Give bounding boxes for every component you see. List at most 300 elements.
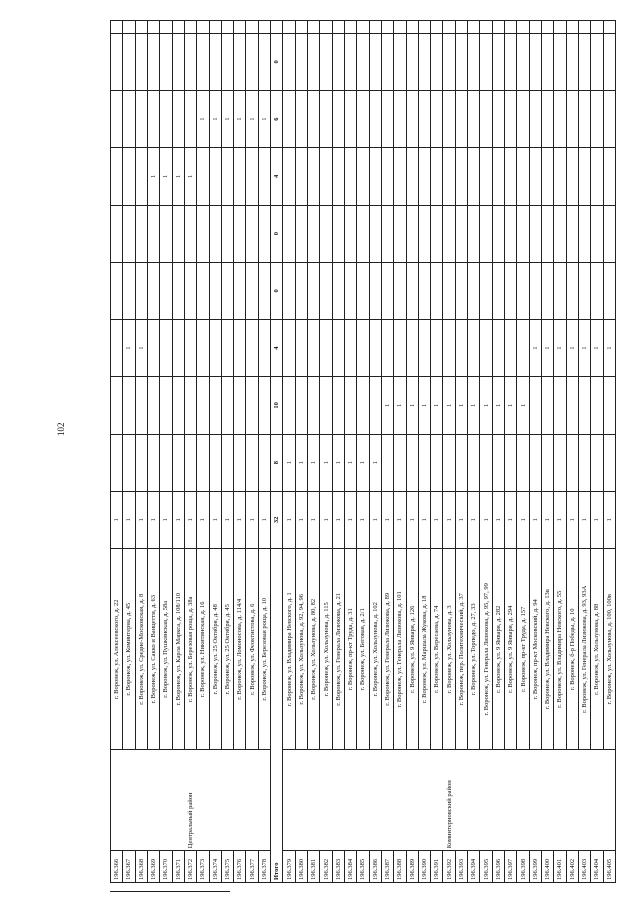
value-cell: 1 [111, 491, 123, 548]
value-cell: 1 [344, 434, 356, 491]
value-cell [308, 262, 320, 319]
value-cell [160, 434, 172, 491]
value-cell [308, 205, 320, 262]
value-cell [394, 205, 406, 262]
value-cell: 1 [172, 491, 184, 548]
value-cell [357, 91, 369, 148]
value-cell [566, 91, 578, 148]
address-cell: г. Воронеж, ул. Торпедо, д. 27, 33 [468, 549, 480, 750]
value-cell [357, 320, 369, 377]
value-cell [197, 148, 209, 205]
value-cell [418, 262, 430, 319]
value-cell [517, 320, 529, 377]
value-cell [480, 33, 492, 90]
total-cell: 0 [271, 33, 283, 90]
value-cell [480, 91, 492, 148]
value-cell [431, 434, 443, 491]
value-cell [332, 21, 344, 34]
address-cell: г. Воронеж, ул. Владимира Невского, д. 1 [283, 549, 295, 750]
value-cell [258, 205, 270, 262]
value-cell [591, 91, 603, 148]
value-cell: 1 [147, 148, 159, 205]
value-cell [529, 148, 541, 205]
value-cell [344, 148, 356, 205]
value-cell [591, 434, 603, 491]
value-cell [246, 262, 258, 319]
district-name: Коминтерновский район [283, 750, 616, 851]
value-cell [197, 205, 209, 262]
value-cell: 1 [381, 377, 393, 434]
value-cell [135, 205, 147, 262]
value-cell: 1 [246, 491, 258, 548]
value-cell [320, 205, 332, 262]
value-cell [209, 33, 221, 90]
value-cell [295, 33, 307, 90]
value-cell: 1 [160, 148, 172, 205]
address-cell: г. Воронеж, ул. 9 Января, д. 282 [492, 549, 504, 750]
value-cell [283, 91, 295, 148]
value-cell [381, 320, 393, 377]
address-cell: г. Воронеж, ул. Ломоносова, д. 114/4 [234, 549, 246, 750]
value-cell [197, 33, 209, 90]
total-cell: 32 [271, 491, 283, 548]
value-cell [246, 320, 258, 377]
value-cell [147, 377, 159, 434]
value-cell: 1 [492, 377, 504, 434]
value-cell [357, 205, 369, 262]
value-cell [283, 33, 295, 90]
value-cell [468, 33, 480, 90]
value-cell [209, 377, 221, 434]
value-cell [308, 148, 320, 205]
value-cell [517, 262, 529, 319]
value-cell [369, 21, 381, 34]
total-cell: 0 [271, 262, 283, 319]
value-cell [505, 262, 517, 319]
value-cell [369, 148, 381, 205]
value-cell [578, 262, 590, 319]
value-cell [455, 434, 467, 491]
value-cell [394, 434, 406, 491]
value-cell [443, 91, 455, 148]
value-cell: 1 [221, 491, 233, 548]
value-cell [234, 148, 246, 205]
value-cell [394, 33, 406, 90]
value-cell [505, 205, 517, 262]
value-cell [295, 91, 307, 148]
value-cell: 1 [172, 148, 184, 205]
value-cell: 1 [369, 491, 381, 548]
value-cell: 1 [455, 377, 467, 434]
value-cell: 1 [455, 491, 467, 548]
row-id: 196.370 [160, 851, 172, 883]
value-cell: 1 [578, 491, 590, 548]
row-id: 196.397 [505, 851, 517, 883]
table-row [283, 21, 295, 883]
row-id: 196.384 [344, 851, 356, 883]
value-cell [135, 377, 147, 434]
value-cell [578, 148, 590, 205]
value-cell: 1 [480, 377, 492, 434]
value-cell [468, 148, 480, 205]
value-cell [246, 21, 258, 34]
value-cell [283, 320, 295, 377]
row-id: 196.372 [184, 851, 196, 883]
value-cell [492, 148, 504, 205]
value-cell [406, 33, 418, 90]
value-cell: 1 [394, 491, 406, 548]
value-cell [541, 91, 553, 148]
value-cell [172, 205, 184, 262]
value-cell [258, 377, 270, 434]
value-cell [492, 91, 504, 148]
value-cell [418, 21, 430, 34]
address-cell: г. Воронеж, ул. 25 Октября, д. 45 [221, 549, 233, 750]
value-cell [381, 434, 393, 491]
value-cell: 1 [406, 377, 418, 434]
value-cell [234, 434, 246, 491]
value-cell [369, 262, 381, 319]
value-cell [455, 21, 467, 34]
value-cell [246, 148, 258, 205]
value-cell [455, 205, 467, 262]
value-cell [197, 320, 209, 377]
value-cell: 1 [308, 491, 320, 548]
value-cell [418, 320, 430, 377]
row-id: 196.386 [369, 851, 381, 883]
row-id: 196.399 [529, 851, 541, 883]
value-cell [357, 377, 369, 434]
value-cell [147, 262, 159, 319]
value-cell [578, 205, 590, 262]
value-cell [123, 262, 135, 319]
value-cell [455, 91, 467, 148]
address-cell: г. Воронеж, ул. Березовая роща, д. 10 [258, 549, 270, 750]
row-id: 196.392 [443, 851, 455, 883]
value-cell [505, 21, 517, 34]
value-cell [578, 33, 590, 90]
address-cell: г. Воронеж, ул. Хользунова, д. 92, 94, 96 [295, 549, 307, 750]
value-cell [357, 21, 369, 34]
value-cell: 1 [480, 491, 492, 548]
value-cell [541, 33, 553, 90]
address-cell: г. Воронеж, ул. Средне-Московская, д. 8 [135, 549, 147, 750]
value-cell [505, 434, 517, 491]
value-cell [147, 21, 159, 34]
value-cell [111, 33, 123, 90]
value-cell [517, 91, 529, 148]
value-cell [221, 21, 233, 34]
value-cell [283, 262, 295, 319]
value-cell [197, 434, 209, 491]
value-cell [529, 262, 541, 319]
address-cell: г. Воронеж, пр-кт Труда, д. 31 [344, 549, 356, 750]
total-cell [271, 21, 283, 34]
table-body-central [111, 21, 271, 883]
value-cell [578, 377, 590, 434]
row-id: 196.393 [455, 851, 467, 883]
row-id: 196.377 [246, 851, 258, 883]
value-cell: 1 [591, 320, 603, 377]
value-cell [135, 434, 147, 491]
value-cell [603, 148, 615, 205]
value-cell: 1 [283, 491, 295, 548]
row-id: 196.385 [357, 851, 369, 883]
value-cell [295, 262, 307, 319]
value-cell [566, 148, 578, 205]
value-cell: 1 [505, 377, 517, 434]
address-cell: г. Воронеж, ул. Сакко и Ванцетти, д. 63 [147, 549, 159, 750]
value-cell [554, 148, 566, 205]
value-cell: 1 [369, 434, 381, 491]
value-cell [160, 91, 172, 148]
value-cell: 1 [197, 491, 209, 548]
row-id: 196.368 [135, 851, 147, 883]
value-cell [160, 205, 172, 262]
value-cell: 1 [332, 434, 344, 491]
row-id: 196.395 [480, 851, 492, 883]
value-cell: 1 [295, 434, 307, 491]
value-cell [443, 148, 455, 205]
value-cell [578, 434, 590, 491]
value-cell [135, 262, 147, 319]
value-cell [468, 320, 480, 377]
page-number: 102 [56, 422, 66, 436]
value-cell: 1 [541, 320, 553, 377]
value-cell [357, 148, 369, 205]
value-cell: 1 [431, 377, 443, 434]
total-cell: 6 [271, 91, 283, 148]
value-cell [221, 33, 233, 90]
value-cell [295, 320, 307, 377]
value-cell [184, 377, 196, 434]
value-cell [443, 205, 455, 262]
total-cell: 10 [271, 377, 283, 434]
value-cell [455, 320, 467, 377]
value-cell [135, 21, 147, 34]
value-cell [418, 33, 430, 90]
address-cell: г. Воронеж, ул. Коминтерна, д. 45 [123, 549, 135, 750]
value-cell [480, 320, 492, 377]
address-cell: г. Воронеж, ул. Хользунова, д. 102 [369, 549, 381, 750]
value-cell [603, 91, 615, 148]
address-cell: г. Воронеж, ул. Пушкинская, д. 58а [160, 549, 172, 750]
address-cell: г. Воронеж, ул. 9 Января, д. 126 [406, 549, 418, 750]
value-cell [221, 205, 233, 262]
value-cell [283, 377, 295, 434]
value-cell [234, 320, 246, 377]
value-cell [246, 205, 258, 262]
value-cell [554, 21, 566, 34]
value-cell [480, 434, 492, 491]
value-cell [603, 21, 615, 34]
value-cell [554, 262, 566, 319]
total-cell: 4 [271, 148, 283, 205]
value-cell [295, 21, 307, 34]
value-cell [369, 320, 381, 377]
total-cell: 0 [271, 205, 283, 262]
value-cell [505, 320, 517, 377]
value-cell [443, 262, 455, 319]
value-cell [332, 91, 344, 148]
value-cell [258, 21, 270, 34]
value-cell [381, 33, 393, 90]
address-cell: г. Воронеж, ул. 9 Января, д. 294 [505, 549, 517, 750]
value-cell: 1 [566, 320, 578, 377]
value-cell [517, 205, 529, 262]
value-cell [332, 33, 344, 90]
value-cell: 1 [443, 377, 455, 434]
value-cell [455, 148, 467, 205]
value-cell [406, 205, 418, 262]
value-cell [431, 33, 443, 90]
value-cell [320, 148, 332, 205]
address-cell: г. Воронеж, ул. Генерала Лизюкова, д. 21 [332, 549, 344, 750]
value-cell [320, 21, 332, 34]
value-cell [172, 33, 184, 90]
value-cell: 1 [517, 377, 529, 434]
value-cell [295, 377, 307, 434]
value-cell [591, 21, 603, 34]
address-cell: г. Воронеж, ул. Березовая роща, д. 38а [184, 549, 196, 750]
address-cell: г. Воронеж, ул. Хользунова, д. 88 [591, 549, 603, 750]
value-cell [111, 320, 123, 377]
value-cell [147, 33, 159, 90]
value-cell [147, 320, 159, 377]
value-cell [209, 205, 221, 262]
value-cell [468, 262, 480, 319]
value-cell [394, 91, 406, 148]
value-cell [147, 91, 159, 148]
value-cell [443, 320, 455, 377]
value-cell [320, 262, 332, 319]
value-cell [135, 33, 147, 90]
value-cell [344, 377, 356, 434]
value-cell [344, 205, 356, 262]
value-cell [283, 21, 295, 34]
value-cell [554, 91, 566, 148]
address-cell: г. Воронеж, ул. 25 Октября, д. 48 [209, 549, 221, 750]
address-cell: г. Воронеж, ул. Хользунова, д. 115 [320, 549, 332, 750]
value-cell [234, 21, 246, 34]
value-cell [529, 33, 541, 90]
value-cell [111, 262, 123, 319]
value-cell: 1 [443, 491, 455, 548]
total-label: Итого [271, 549, 283, 883]
value-cell [184, 320, 196, 377]
value-cell [308, 33, 320, 90]
value-cell [554, 434, 566, 491]
value-cell [221, 262, 233, 319]
value-cell [344, 262, 356, 319]
value-cell [541, 434, 553, 491]
value-cell [123, 21, 135, 34]
value-cell [295, 205, 307, 262]
value-cell [480, 262, 492, 319]
table-row [111, 21, 123, 883]
value-cell [431, 91, 443, 148]
value-cell: 1 [234, 491, 246, 548]
value-cell [258, 33, 270, 90]
value-cell [517, 33, 529, 90]
value-cell [123, 91, 135, 148]
value-cell: 1 [357, 491, 369, 548]
value-cell [554, 205, 566, 262]
value-cell [344, 320, 356, 377]
row-id: 196.379 [283, 851, 295, 883]
value-cell [308, 21, 320, 34]
value-cell [209, 262, 221, 319]
value-cell [197, 262, 209, 319]
value-cell: 1 [541, 491, 553, 548]
value-cell [221, 377, 233, 434]
value-cell [184, 33, 196, 90]
row-id: 196.387 [381, 851, 393, 883]
value-cell [123, 434, 135, 491]
value-cell: 1 [554, 491, 566, 548]
value-cell: 1 [529, 320, 541, 377]
value-cell [209, 148, 221, 205]
value-cell [529, 434, 541, 491]
value-cell [172, 377, 184, 434]
value-cell [234, 205, 246, 262]
row-id: 196.394 [468, 851, 480, 883]
row-id: 196.380 [295, 851, 307, 883]
address-cell: г. Воронеж, ул. Алексеевского, д. 22 [111, 549, 123, 750]
table-body-kominternovsky [283, 21, 616, 883]
address-cell: г. Воронеж, ул. Карла Маркса, д. 108/110 [172, 549, 184, 750]
value-cell [160, 320, 172, 377]
value-cell: 1 [468, 377, 480, 434]
value-cell [160, 377, 172, 434]
value-cell [344, 33, 356, 90]
total-cell: 8 [271, 434, 283, 491]
address-cell: г. Воронеж, ул. Владимира Невского, д. 55 [554, 549, 566, 750]
value-cell [123, 33, 135, 90]
value-cell [246, 377, 258, 434]
value-cell [406, 320, 418, 377]
address-cell: г. Воронеж, ул. Хользунова, д. 100, 100в [603, 549, 615, 750]
address-cell: г. Воронеж, пер. Политехнический, д. 37 [455, 549, 467, 750]
row-id: 196.375 [221, 851, 233, 883]
row-id: 196.404 [591, 851, 603, 883]
value-cell [603, 262, 615, 319]
value-cell [492, 434, 504, 491]
value-cell: 1 [123, 491, 135, 548]
value-cell [209, 320, 221, 377]
value-cell [172, 21, 184, 34]
value-cell [578, 91, 590, 148]
value-cell [517, 434, 529, 491]
value-cell: 1 [578, 320, 590, 377]
value-cell [591, 377, 603, 434]
value-cell [160, 262, 172, 319]
value-cell [591, 148, 603, 205]
value-cell [344, 21, 356, 34]
value-cell: 1 [332, 491, 344, 548]
value-cell [111, 434, 123, 491]
value-cell [529, 91, 541, 148]
value-cell [492, 33, 504, 90]
value-cell: 1 [209, 491, 221, 548]
value-cell [123, 377, 135, 434]
row-id: 196.390 [418, 851, 430, 883]
value-cell: 1 [603, 320, 615, 377]
value-cell: 1 [357, 434, 369, 491]
address-cell: г. Воронеж, ул. Генерала Лизюкова, д. 89 [381, 549, 393, 750]
value-cell [418, 434, 430, 491]
value-cell: 1 [431, 491, 443, 548]
